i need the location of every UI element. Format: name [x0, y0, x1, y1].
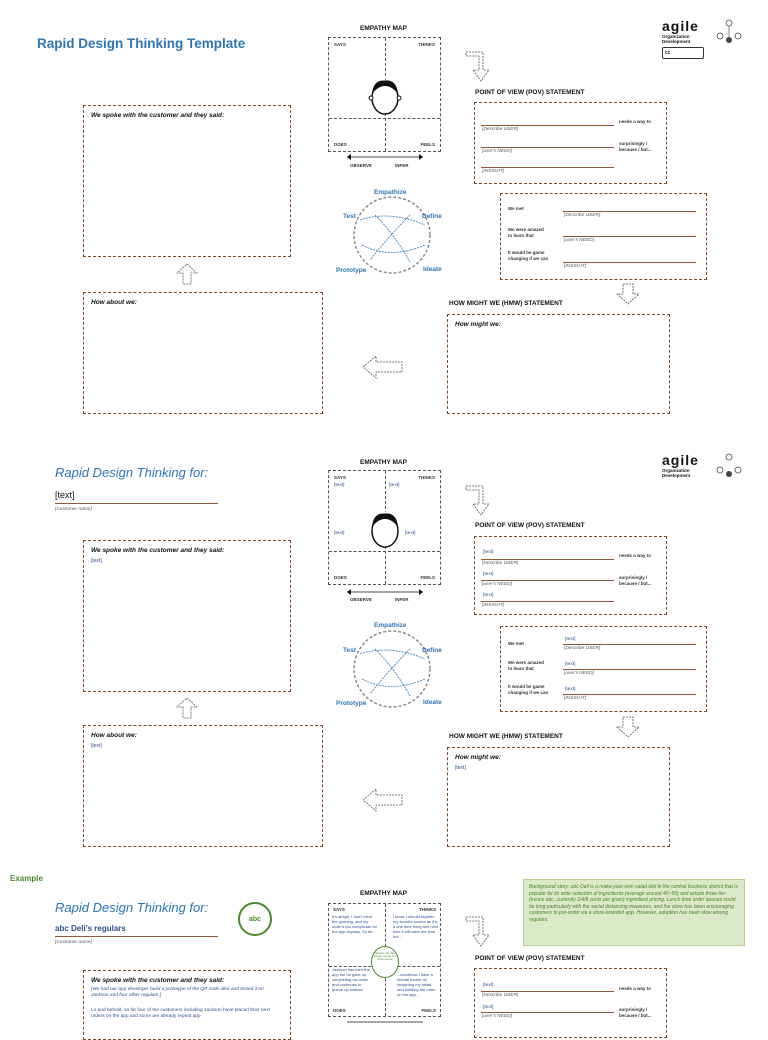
- example-user-head: Jackson, late 30s, banker, regular 2-3 times a week: [371, 946, 399, 978]
- background-story-box: Background story: abc Deli is a make-your-own salad deli in the central business district that is popular for its wide selection of ingredients (average around 40~50) and simple three tier (hence abc, currently 2/4/8 cents per gram) ingredient pricing. Lunch time order queues could be long particularly with the social distancing measures, and the store has been encouraging customers to pre-order via a store-branded app. However, adoption has been slow among regulars.: [523, 879, 745, 946]
- insight-box-2[interactable]: We met [text] [Describe USER] We were amazed to learn that [text] [user's NEED] It would be game changing if we can [text] [INSIGHT]: [500, 626, 707, 712]
- hmw-title: HOW MIGHT WE (HMW) STATEMENT: [449, 300, 563, 307]
- customer-name-value[interactable]: [text]: [55, 490, 75, 500]
- left-arrow-icon: [362, 788, 404, 812]
- insight-box[interactable]: We met [Describe USER] We were amazed to learn that [user's NEED] It would be game changing if we can [INSIGHT]: [500, 193, 707, 280]
- empathy-map-title: EMPATHY MAP: [360, 25, 407, 32]
- customer-said-box-2[interactable]: We spoke with the customer and they said: [text]: [83, 540, 291, 692]
- observe-infer-arrow: [345, 153, 425, 161]
- section3-title: Rapid Design Thinking for:: [55, 900, 209, 915]
- how-about-box[interactable]: How about we:: [83, 292, 323, 414]
- pov-box[interactable]: [Describe USER] needs a way to [user's NEED] surprisingly / because / but... [INSIGHT]: [474, 102, 667, 184]
- pov-title: POINT OF VIEW (POV) STATEMENT: [475, 89, 585, 96]
- target-user-head-icon: [367, 76, 403, 116]
- target-user-head-icon: [367, 509, 403, 549]
- pov-box-example[interactable]: [text] [Describe USER] needs a way to [text] [user's NEED] surprisingly / because / but...: [474, 968, 667, 1038]
- cc-license-badge: cc: [662, 47, 704, 59]
- empathy-map: SAYS THINKS DOES FEELS TARGET: [328, 37, 441, 152]
- people-network-icon: [714, 452, 744, 480]
- hmw-box-2[interactable]: How might we: [text]: [447, 747, 670, 847]
- flow-arrow-icon: [465, 913, 495, 949]
- left-arrow-icon: [362, 355, 404, 379]
- empathy-map-2: SAYS [text] THINKS [text] [text] [text] DOES FEELS TARGET: [328, 470, 441, 585]
- observe-infer-arrow: [345, 588, 425, 596]
- pov-box-2[interactable]: [text] [Describe USER] needs a way to [text] [user's NEED] surprisingly / because / but... [text] [INSIGHT]: [474, 536, 667, 615]
- example-customer-name[interactable]: abc Deli’s regulars: [55, 924, 126, 933]
- up-arrow-icon: [176, 697, 198, 719]
- flow-arrow-icon: [465, 48, 495, 84]
- how-about-box-2[interactable]: How about we: [text]: [83, 725, 323, 847]
- hmw-box[interactable]: How might we:: [447, 314, 670, 414]
- observe-infer-arrow: [345, 1019, 425, 1024]
- example-label: Example: [10, 874, 43, 883]
- customer-said-box[interactable]: We spoke with the customer and they said:: [83, 105, 291, 257]
- people-network-icon: [714, 18, 744, 46]
- page-title: Rapid Design Thinking Template: [37, 36, 246, 51]
- flow-arrow-icon: [465, 482, 495, 518]
- section2-title: Rapid Design Thinking for:: [55, 465, 209, 480]
- empathy-map-example: SAYS THINKS It’s alright, I don’t mind the queuing, and my order’s too complicate for the app anyway. So far I know I should register my favorite combo as it’s a one time thing and next time it will save me time but... Jackson has tried the app but he gave up completing his order and continues to queue up instead ...somehow I have a mental barrier on imagining my salad and building the order on the app... DOES FEELS Jackson, late 30s, banker, regular 2-3 times a week: [328, 903, 441, 1017]
- agile-logo-2: agile Organization Development: [662, 452, 699, 478]
- customer-said-box-example[interactable]: We spoke with the customer and they said: [We had our app developer build a prototype of the QR code idea and tested it on Jackson and four other regulars.] Lo and behold, so far four of the customers including Jackson have placed their next orders on the app and some are already repeat app: [83, 970, 291, 1040]
- down-arrow-icon: [616, 283, 640, 305]
- down-arrow-icon: [616, 716, 640, 738]
- up-arrow-icon: [176, 263, 198, 285]
- agile-logo: agile Organization Development cc: [662, 18, 704, 59]
- abc-deli-logo: abc: [238, 902, 272, 936]
